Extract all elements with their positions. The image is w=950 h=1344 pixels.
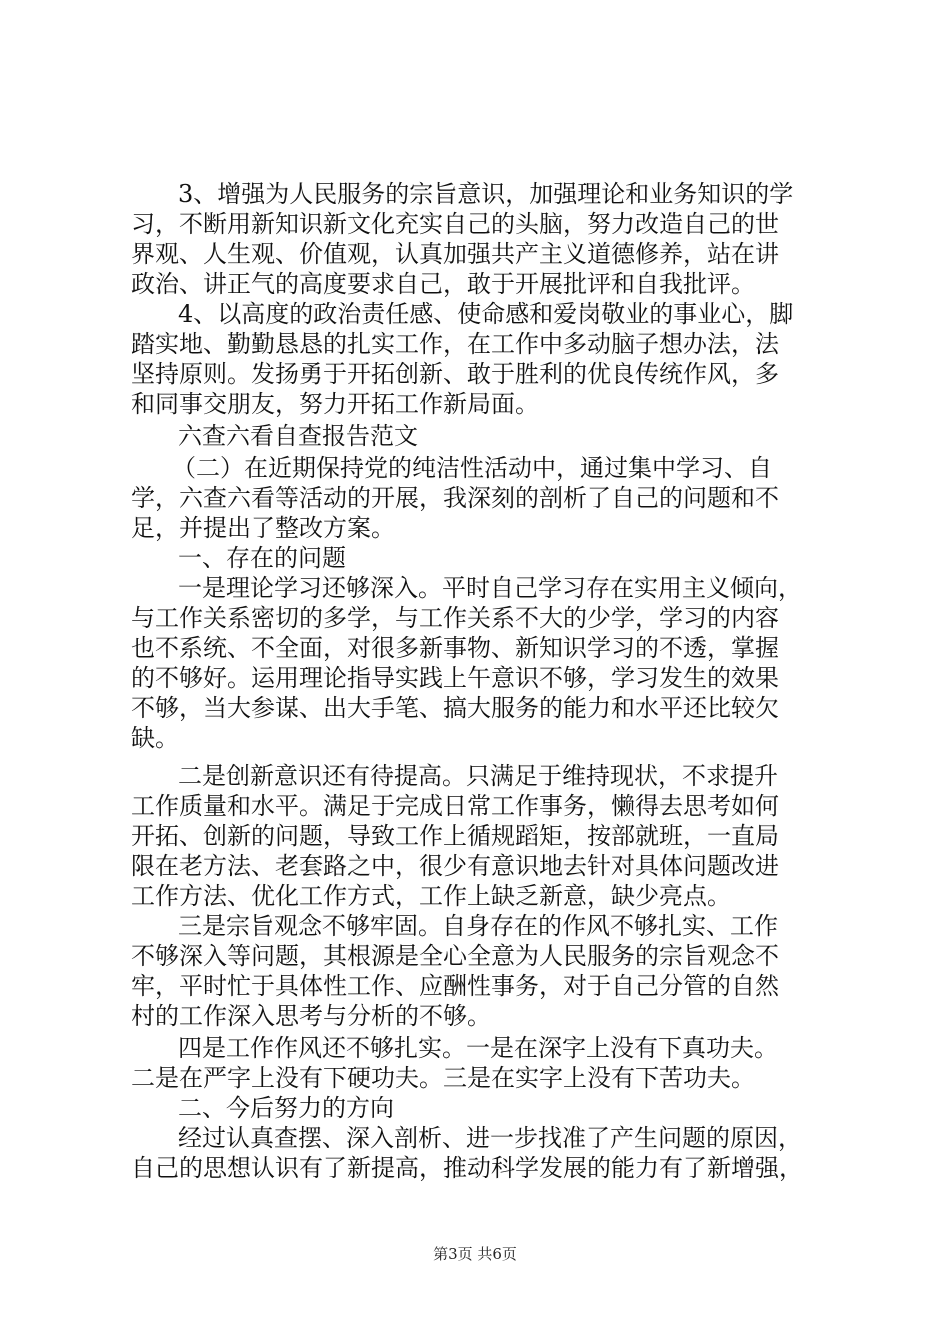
paragraph-line: 不够深入等问题，其根源是全心全意为人民服务的宗旨观念不	[131, 942, 779, 970]
paragraph-line: 也不系统、不全面，对很多新事物、新知识学习的不透，掌握	[131, 634, 779, 662]
page-number: 第3页 共6页	[433, 1245, 517, 1263]
paragraph-line: 的不够好。运用理论指导实践上午意识不够，学习发生的效果	[131, 664, 779, 692]
paragraph-line: 牢，平时忙于具体性工作、应酬性事务，对于自己分管的自然	[131, 972, 779, 1000]
paragraph-line: 政治、讲正气的高度要求自己，敢于开展批评和自我批评。	[131, 270, 755, 298]
paragraph-line: 学，六查六看等活动的开展，我深刻的剖析了自己的问题和不	[131, 484, 779, 512]
paragraph-line: 开拓、创新的问题，导致工作上循规蹈矩，按部就班，一直局	[131, 822, 779, 850]
paragraph-line: 经过认真查摆、深入剖析、进一步找准了产生问题的原因，	[178, 1124, 802, 1152]
paragraph-line: 3、增强为人民服务的宗旨意识，加强理论和业务知识的学	[178, 180, 794, 208]
paragraph-line: 缺。	[131, 724, 179, 752]
paragraph-line: （二）在近期保持党的纯洁性活动中，通过集中学习、自	[172, 454, 772, 482]
paragraph-line: 村的工作深入思考与分析的不够。	[131, 1002, 491, 1030]
paragraph-line: 工作质量和水平。满足于完成日常工作事务，懒得去思考如何	[131, 792, 779, 820]
section-heading: 二、今后努力的方向	[178, 1094, 394, 1122]
paragraph-line: 一是理论学习还够深入。平时自己学习存在实用主义倾向，	[178, 574, 802, 602]
section-heading: 一、存在的问题	[178, 544, 346, 572]
paragraph-line: 二是创新意识还有待提高。只满足于维持现状，不求提升	[178, 762, 778, 790]
paragraph-line: 限在老方法、老套路之中，很少有意识地去针对具体问题改进	[131, 852, 779, 880]
paragraph-line: 足，并提出了整改方案。	[131, 514, 395, 542]
paragraph-line: 和同事交朋友，努力开拓工作新局面。	[131, 390, 539, 418]
paragraph-line: 二是在严字上没有下硬功夫。三是在实字上没有下苦功夫。	[131, 1064, 755, 1092]
paragraph-line: 自己的思想认识有了新提高，推动科学发展的能力有了新增强，	[131, 1154, 803, 1182]
paragraph-line: 习，不断用新知识新文化充实自己的头脑，努力改造自己的世	[131, 210, 779, 238]
paragraph-line: 4、以高度的政治责任感、使命感和爱岗敬业的事业心，脚	[178, 300, 794, 328]
paragraph-line: 与工作关系密切的多学，与工作关系不大的少学，学习的内容	[131, 604, 779, 632]
paragraph-line: 坚持原则。发扬勇于开拓创新、敢于胜利的优良传统作风，多	[131, 360, 779, 388]
paragraph-line: 四是工作作风还不够扎实。一是在深字上没有下真功夫。	[178, 1034, 778, 1062]
paragraph-line: 工作方法、优化工作方式，工作上缺乏新意，缺少亮点。	[131, 882, 731, 910]
paragraph-line: 三是宗旨观念不够牢固。自身存在的作风不够扎实、工作	[178, 912, 778, 940]
paragraph-line: 不够，当大参谋、出大手笔、搞大服务的能力和水平还比较欠	[131, 694, 779, 722]
paragraph-line: 界观、人生观、价值观，认真加强共产主义道德修养，站在讲	[131, 240, 779, 268]
section-heading: 六查六看自查报告范文	[178, 422, 418, 450]
paragraph-line: 踏实地、勤勤恳恳的扎实工作，在工作中多动脑子想办法，法	[131, 330, 779, 358]
